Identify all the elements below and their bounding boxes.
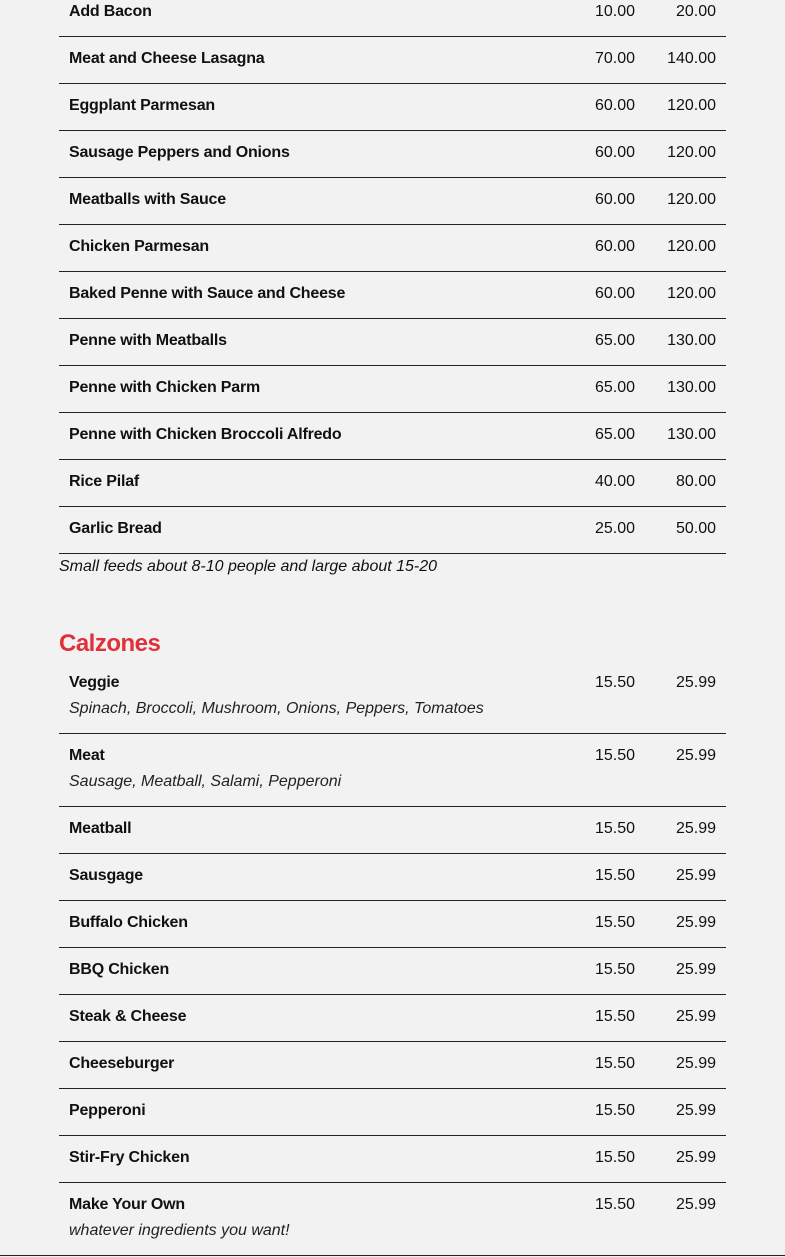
item-name: Meat <box>69 747 105 764</box>
item-price-small: 15.50 <box>594 674 635 691</box>
menu-item <box>59 366 726 413</box>
item-price-large: 25.99 <box>675 961 716 978</box>
item-price-large: 130.00 <box>667 379 716 396</box>
item-price-large: 25.99 <box>675 747 716 764</box>
menu-item <box>59 225 726 272</box>
item-name: Stir-Fry Chicken <box>69 1149 190 1166</box>
item-price-large: 25.99 <box>675 1055 716 1072</box>
menu-item <box>59 661 726 734</box>
item-price-large: 120.00 <box>667 285 716 302</box>
menu-item <box>59 460 726 507</box>
menu-item <box>59 319 726 366</box>
menu-item <box>59 948 726 995</box>
item-price-small: 60.00 <box>594 191 635 208</box>
item-price-large: 25.99 <box>675 1196 716 1213</box>
item-price-small: 70.00 <box>594 50 635 67</box>
item-price-small: 65.00 <box>594 332 635 349</box>
item-price-large: 25.99 <box>675 867 716 884</box>
item-price-small: 60.00 <box>594 238 635 255</box>
item-price-small: 15.50 <box>594 747 635 764</box>
item-name: Garlic Bread <box>69 520 162 537</box>
section-title: Calzones <box>59 630 161 657</box>
item-name: Eggplant Parmesan <box>69 97 215 114</box>
menu <box>59 0 726 1256</box>
item-name: Penne with Chicken Parm <box>69 379 261 396</box>
menu-item <box>59 413 726 460</box>
menu-item <box>59 0 726 37</box>
item-description: whatever ingredients you want! <box>69 1222 290 1239</box>
item-price-small: 15.50 <box>594 1008 635 1025</box>
item-price-small: 15.50 <box>594 1102 635 1119</box>
item-price-large: 25.99 <box>675 674 716 691</box>
item-price-large: 120.00 <box>667 144 716 161</box>
calzones-section <box>59 624 726 1256</box>
item-name: Buffalo Chicken <box>69 914 188 931</box>
item-price-small: 15.50 <box>594 867 635 884</box>
item-price-large: 25.99 <box>675 1149 716 1166</box>
item-description: Spinach, Broccoli, Mushroom, Onions, Peppers, Tomatoes <box>69 700 484 717</box>
item-name: Meat and Cheese Lasagna <box>69 50 265 67</box>
item-price-large: 50.00 <box>675 520 716 537</box>
item-name: BBQ Chicken <box>69 961 170 978</box>
item-price-small: 60.00 <box>594 144 635 161</box>
item-price-small: 15.50 <box>594 961 635 978</box>
item-name: Steak & Cheese <box>69 1008 187 1025</box>
item-price-large: 25.99 <box>675 1008 716 1025</box>
item-price-small: 25.00 <box>594 520 635 537</box>
item-price-small: 40.00 <box>594 473 635 490</box>
item-price-large: 25.99 <box>675 1102 716 1119</box>
menu-item <box>59 1136 726 1183</box>
menu-item <box>59 734 726 807</box>
bottom-divider <box>0 1255 785 1256</box>
menu-item <box>59 995 726 1042</box>
menu-item <box>59 1183 726 1256</box>
menu-item <box>59 131 726 178</box>
item-price-large: 25.99 <box>675 820 716 837</box>
item-price-large: 120.00 <box>667 191 716 208</box>
menu-item <box>59 854 726 901</box>
menu-item <box>59 37 726 84</box>
catering-section <box>59 0 726 624</box>
item-price-large: 25.99 <box>675 914 716 931</box>
item-price-small: 10.00 <box>594 3 635 20</box>
item-price-large: 80.00 <box>675 473 716 490</box>
item-price-small: 15.50 <box>594 1149 635 1166</box>
item-name: Sausgage <box>69 867 143 884</box>
item-name: Make Your Own <box>69 1196 185 1213</box>
menu-item <box>59 272 726 319</box>
item-name: Penne with Meatballs <box>69 332 227 349</box>
item-price-small: 15.50 <box>594 1196 635 1213</box>
menu-item <box>59 901 726 948</box>
item-price-small: 60.00 <box>594 285 635 302</box>
item-price-large: 120.00 <box>667 97 716 114</box>
item-name: Rice Pilaf <box>69 473 140 490</box>
item-price-large: 130.00 <box>667 426 716 443</box>
item-name: Penne with Chicken Broccoli Alfredo <box>69 426 342 443</box>
item-price-small: 65.00 <box>594 379 635 396</box>
item-name: Cheeseburger <box>69 1055 175 1072</box>
menu-item <box>59 1089 726 1136</box>
item-name: Pepperoni <box>69 1102 146 1119</box>
menu-item <box>59 1042 726 1089</box>
item-name: Veggie <box>69 674 120 691</box>
item-name: Meatballs with Sauce <box>69 191 226 208</box>
menu-item <box>59 84 726 131</box>
item-price-large: 130.00 <box>667 332 716 349</box>
item-name: Baked Penne with Sauce and Cheese <box>69 285 346 302</box>
item-price-large: 120.00 <box>667 238 716 255</box>
item-name: Add Bacon <box>69 3 152 20</box>
item-price-small: 65.00 <box>594 426 635 443</box>
item-price-large: 140.00 <box>667 50 716 67</box>
item-price-large: 20.00 <box>675 3 716 20</box>
item-price-small: 15.50 <box>594 1055 635 1072</box>
item-price-small: 60.00 <box>594 97 635 114</box>
item-name: Chicken Parmesan <box>69 238 209 255</box>
menu-item <box>59 507 726 554</box>
item-price-small: 15.50 <box>594 914 635 931</box>
menu-item <box>59 807 726 854</box>
menu-item <box>59 178 726 225</box>
serving-size-note: Small feeds about 8-10 people and large about 15-20 <box>59 558 438 575</box>
item-name: Meatball <box>69 820 132 837</box>
item-description: Sausage, Meatball, Salami, Pepperoni <box>69 773 342 790</box>
item-name: Sausage Peppers and Onions <box>69 144 290 161</box>
item-price-small: 15.50 <box>594 820 635 837</box>
